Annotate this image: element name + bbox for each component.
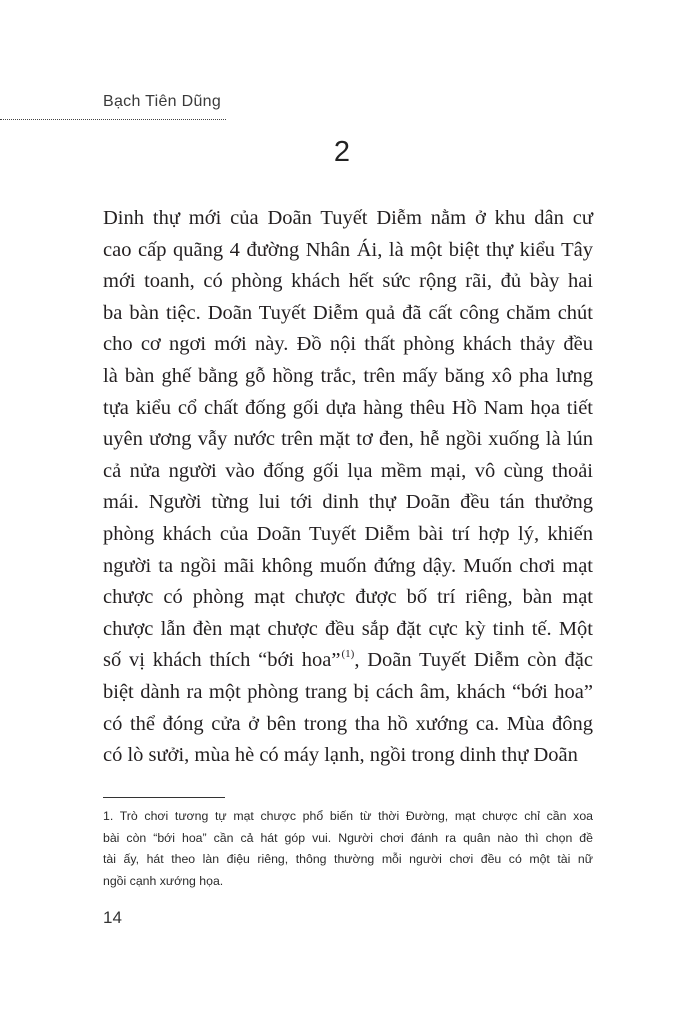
body-line-with-footnote <box>103 645 593 677</box>
body-line: là bàn ghế bằng gỗ hồng trắc, trên mấy băng xô pha lưng <box>103 364 593 387</box>
running-header-author: Bạch Tiên Dũng <box>103 93 222 110</box>
body-line: mái. Người từng lui tới dinh thự Doãn đều tán thưởng <box>103 491 593 514</box>
body-line: cả nửa người vào đống gối lụa mềm mại, vô cùng thoải <box>103 459 593 482</box>
body-text-segment: , Doãn Tuyết Diễm còn đặc <box>354 649 593 672</box>
body-line: mới toanh, có phòng khách hết sức rộng rãi, đủ bày hai <box>103 270 593 293</box>
body-line: người ta ngồi mãi không muốn đứng dậy. Muốn chơi mạt <box>103 554 593 577</box>
body-line: cao cấp quãng 4 đường Nhân Ái, là một biệt thự kiểu Tây <box>103 238 593 261</box>
body-line: Dinh thự mới của Doãn Tuyết Diễm nằm ở khu dân cư <box>103 207 593 229</box>
footnote-line: ngồi cạnh xướng họa. <box>103 873 224 888</box>
footnote-line: 1. Trò chơi tương tự mạt chược phổ biến từ thời Đường, mạt chược chỉ cần xoa <box>103 809 593 823</box>
body-line: phòng khách của Doãn Tuyết Diễm bài trí hợp lý, khiến <box>103 522 593 545</box>
header-dotted-rule <box>0 119 226 120</box>
footnote <box>103 806 593 892</box>
body-line: cho cơ ngơi mới này. Đồ nội thất phòng khách thảy đều <box>103 333 593 356</box>
body-line: có lò sưởi, mùa hè có máy lạnh, ngồi trong dinh thự Doãn <box>103 744 578 767</box>
footnote-line: bài còn “bới hoa” cần cả hát góp vui. Người chơi đánh ra quân nào thì chọn đề <box>103 830 593 845</box>
body-line: ba bàn tiệc. Doãn Tuyết Diễm quả đã cất công chăm chút <box>103 301 593 324</box>
body-text <box>103 203 593 772</box>
footnote-line: tài ấy, hát theo làn điệu riêng, thông thường mỗi người chơi đều có một tài nữ <box>103 852 593 866</box>
body-line: chược có phòng mạt chược được bố trí riêng, bàn mạt <box>103 586 593 609</box>
footnote-reference-marker: (1) <box>341 648 355 661</box>
body-line: biệt dành ra một phòng trang bị cách âm, khách “bới hoa” <box>103 680 593 703</box>
body-line: uyên ương vẫy nước trên mặt tơ đen, hễ ngồi xuống là lún <box>103 428 593 451</box>
footnote-separator-rule <box>103 797 225 798</box>
body-text-segment: số vị khách thích “bới hoa” <box>103 649 341 672</box>
page-number: 14 <box>103 908 122 927</box>
chapter-number: 2 <box>333 136 351 168</box>
body-line: có thể đóng cửa ở bên trong tha hồ xướng ca. Mùa đông <box>103 712 593 735</box>
body-line: tựa kiểu cổ chất đống gối dựa hàng thêu Hồ Nam họa tiết <box>103 396 593 419</box>
body-line: chược lẫn đèn mạt chược đều sắp đặt cực kỳ tinh tế. Một <box>103 617 593 640</box>
